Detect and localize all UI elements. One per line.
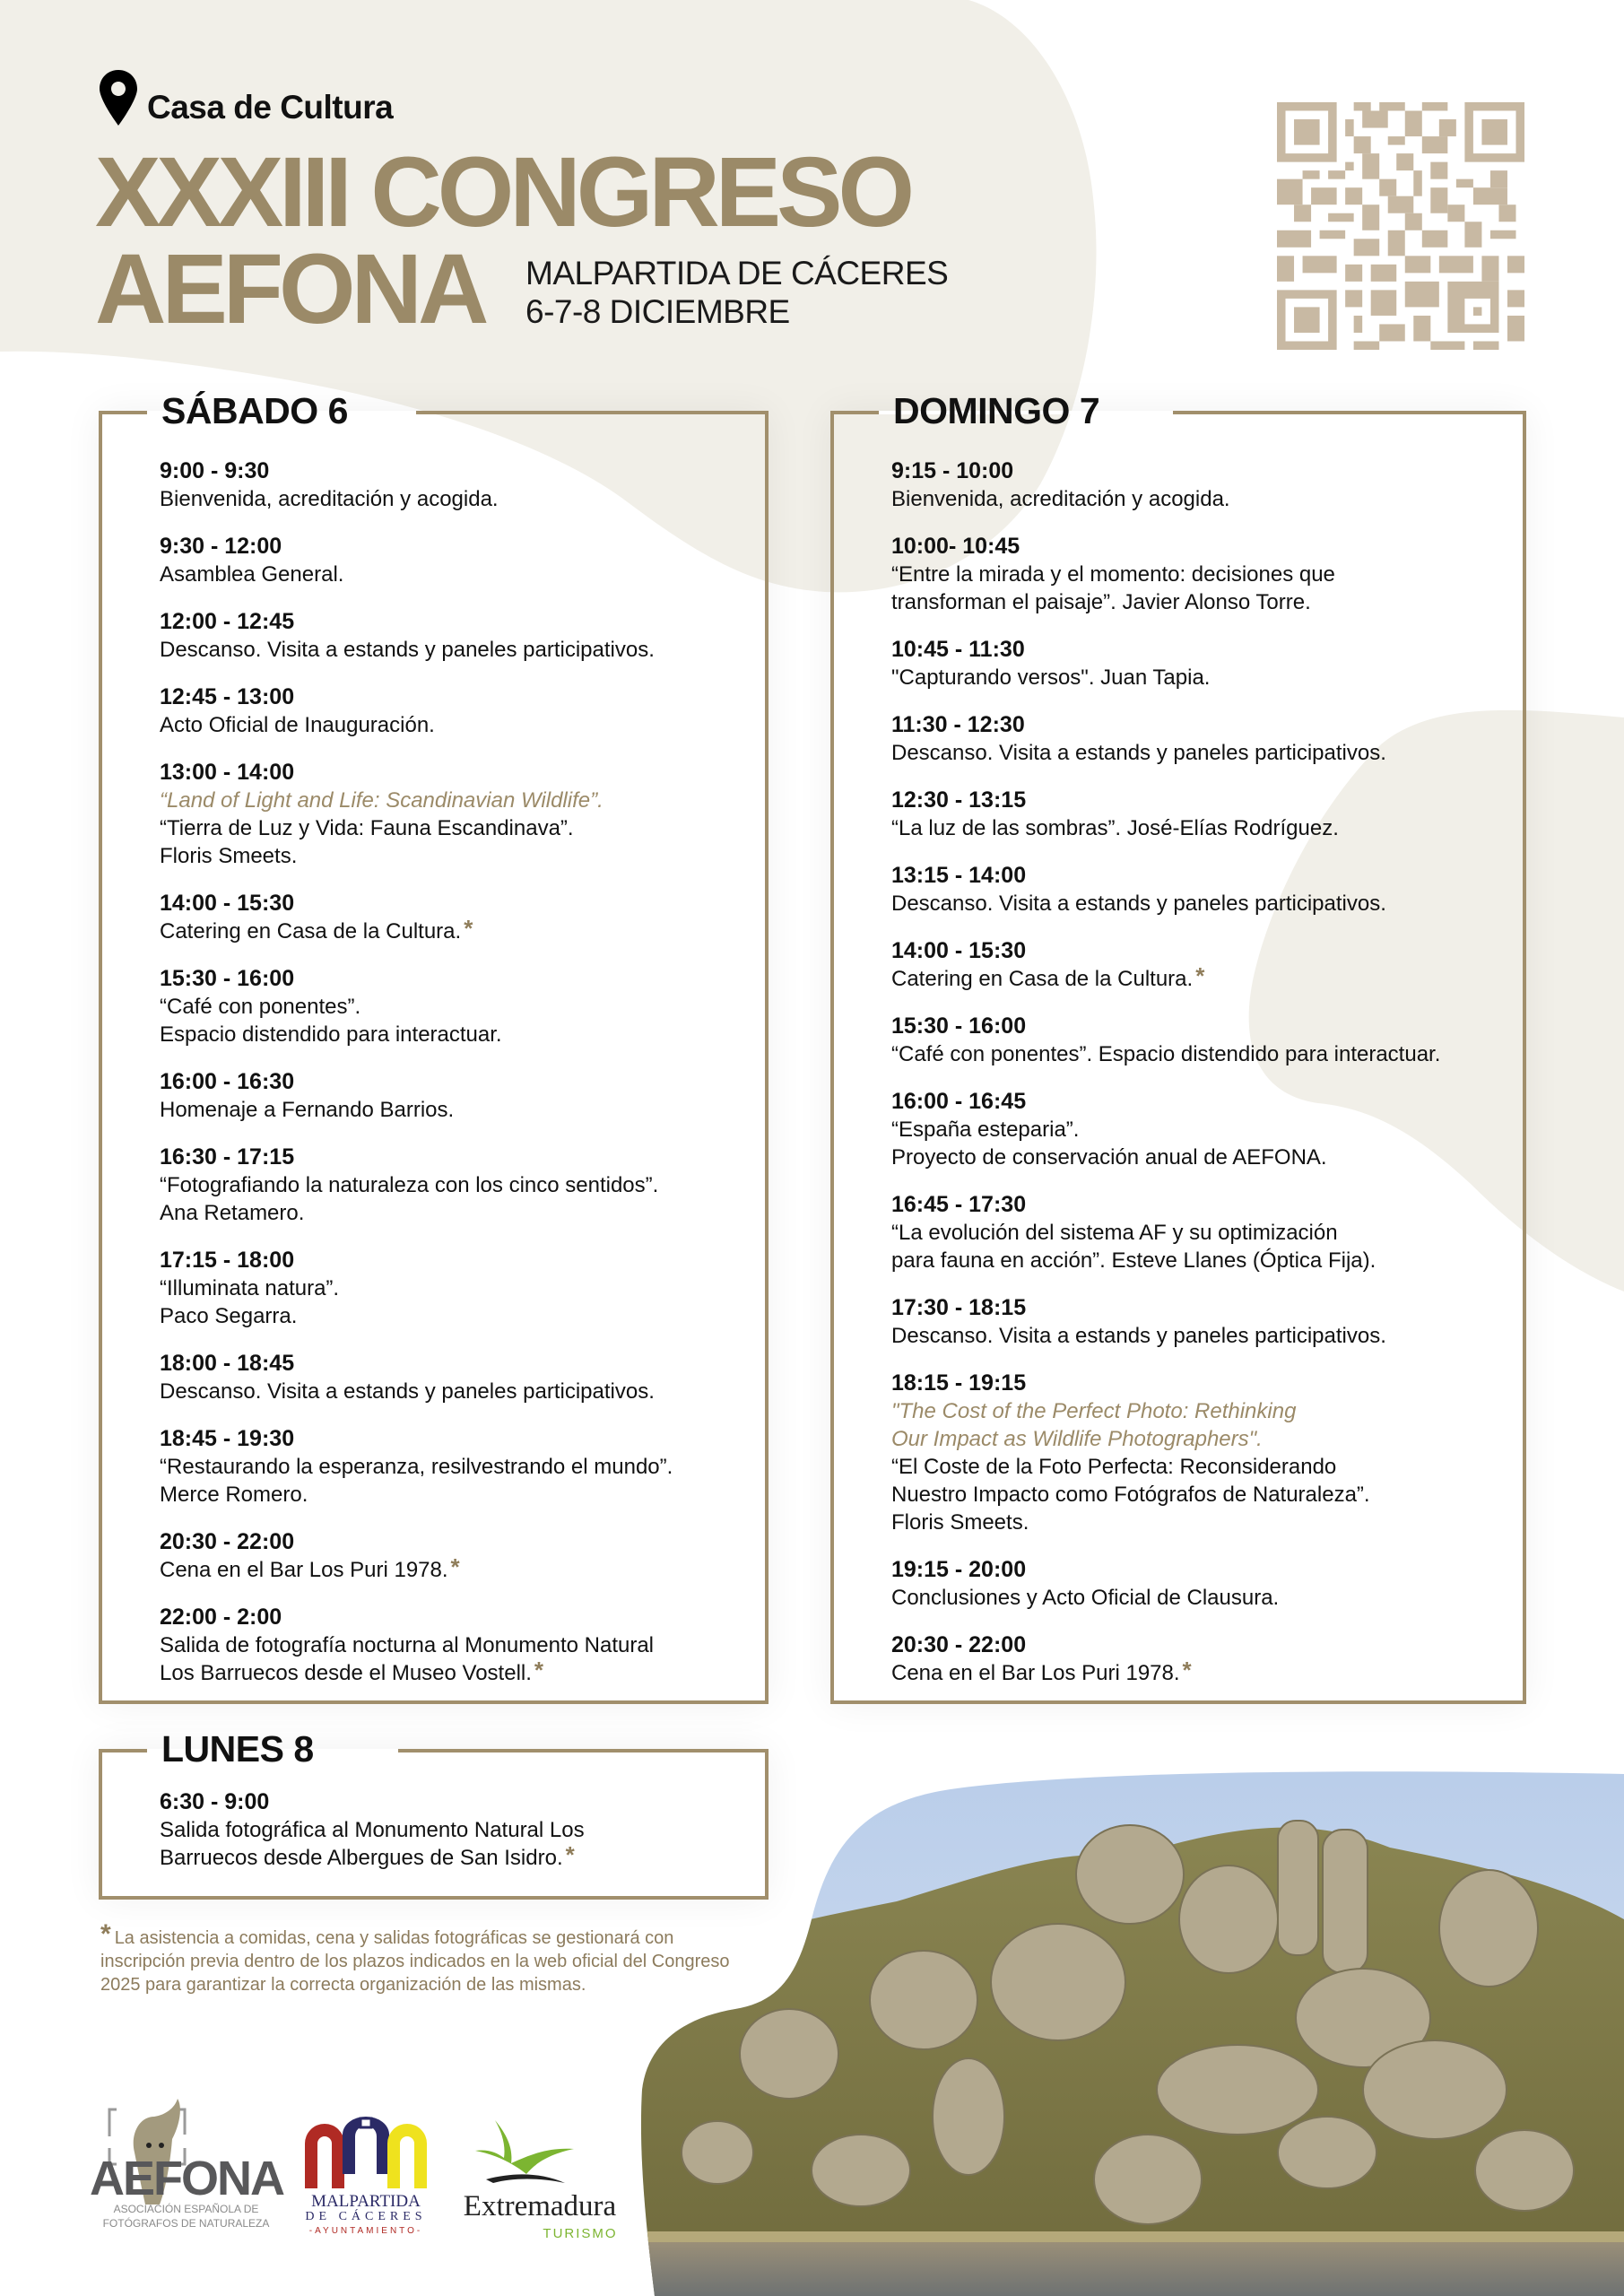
- schedule-description-text: Descanso. Visita a estands y paneles participativos.: [891, 741, 1386, 765]
- location: [99, 70, 393, 126]
- schedule-description-text: Proyecto de conservación anual de AEFONA.: [891, 1145, 1327, 1170]
- schedule-time: 18:00 - 18:45: [160, 1351, 295, 1376]
- schedule-description: [891, 1144, 1505, 1171]
- extremadura-logo-line2: TURISMO: [543, 2226, 618, 2241]
- schedule-description-text: “Café con ponentes”. Espacio distendido para interactuar.: [891, 1042, 1441, 1066]
- schedule-description: [160, 1274, 747, 1302]
- registration-required-star: *: [464, 915, 473, 942]
- schedule-time: 12:30 - 13:15: [891, 787, 1027, 813]
- aefona-logo: [90, 2099, 282, 2242]
- schedule-description: [160, 1841, 747, 1872]
- schedule-description: [891, 588, 1505, 616]
- schedule-description: [891, 1116, 1505, 1144]
- schedule-time: 19:15 - 20:00: [891, 1557, 1027, 1582]
- schedule-description: [891, 1584, 1505, 1612]
- day-box-domingo: [830, 390, 1526, 1704]
- schedule-time: 13:15 - 14:00: [891, 863, 1027, 888]
- schedule-description-text: Bienvenida, acreditación y acogida.: [160, 487, 499, 511]
- schedule-description-text: Paco Segarra.: [160, 1304, 298, 1328]
- schedule-description-text: “Tierra de Luz y Vida: Fauna Escandinava”.: [160, 816, 574, 840]
- aefona-logo-line2: FOTÓGRAFOS DE NATURALEZA: [102, 2217, 270, 2230]
- malpartida-logo-line1: MALPARTIDA: [311, 2192, 421, 2211]
- schedule-description-text: Asamblea General.: [160, 562, 344, 587]
- schedule-description: [160, 1378, 747, 1405]
- schedule-description: [160, 814, 747, 842]
- schedule-item: [891, 1191, 1505, 1274]
- schedule-item: [891, 533, 1505, 616]
- schedule-item: [891, 937, 1505, 993]
- extremadura-logo-line1: Extremadura: [463, 2190, 617, 2222]
- schedule-description-text: Floris Smeets.: [891, 1510, 1029, 1535]
- schedule-description-text: Homenaje a Fernando Barrios.: [160, 1098, 455, 1122]
- schedule-item: [160, 965, 747, 1048]
- schedule-title-english: “Land of Light and Life: Scandinavian Wildlife”.: [160, 788, 604, 813]
- footnote-star: *: [100, 1919, 111, 1949]
- day-title: LUNES 8: [161, 1728, 314, 1770]
- event-subtitle: [525, 254, 948, 331]
- schedule-time: 16:00 - 16:30: [160, 1069, 295, 1094]
- schedule-description: [160, 1302, 747, 1330]
- schedule-time: 15:30 - 16:00: [160, 966, 295, 991]
- schedule-item: [891, 1370, 1505, 1536]
- schedule-description: [160, 1816, 747, 1844]
- schedule-item: [160, 1247, 747, 1330]
- schedule-time: 20:30 - 22:00: [891, 1632, 1027, 1657]
- schedule-description-text: Merce Romero.: [160, 1483, 308, 1507]
- schedule-list: [160, 457, 747, 1707]
- schedule-description: [160, 1096, 747, 1124]
- schedule-item: [891, 1013, 1505, 1068]
- schedule-description-text: Barruecos desde Albergues de San Isidro.: [160, 1846, 563, 1870]
- schedule-description: [891, 814, 1505, 842]
- schedule-description: [160, 1553, 747, 1584]
- schedule-time: 16:00 - 16:45: [891, 1089, 1027, 1114]
- schedule-item: [160, 890, 747, 945]
- schedule-description: [891, 1453, 1505, 1481]
- schedule-description: [891, 664, 1505, 691]
- schedule-description-text: Descanso. Visita a estands y paneles participativos.: [160, 638, 655, 662]
- schedule-time: 9:30 - 12:00: [160, 534, 282, 559]
- schedule-description-text: Espacio distendido para interactuar.: [160, 1022, 502, 1047]
- schedule-list: [160, 1788, 747, 1892]
- registration-required-star: *: [534, 1657, 544, 1683]
- schedule-description: [891, 1322, 1505, 1350]
- schedule-description-text: “La evolución del sistema AF y su optimización: [891, 1221, 1338, 1245]
- schedule-description-text: Salida fotográfica al Monumento Natural Los: [160, 1818, 585, 1842]
- registration-required-star: *: [565, 1841, 575, 1868]
- schedule-description-text: “Entre la mirada y el momento: decisiones que: [891, 562, 1335, 587]
- schedule-description-text: “Restaurando la esperanza, resilvestrando el mundo”.: [160, 1455, 673, 1479]
- bird-icon: [459, 2118, 630, 2190]
- schedule-item: [160, 1068, 747, 1124]
- schedule-item: [160, 1144, 747, 1227]
- schedule-description: [160, 636, 747, 664]
- schedule-item: [160, 1425, 747, 1509]
- schedule-description-text: Floris Smeets.: [160, 844, 298, 868]
- schedule-description-text: “El Coste de la Foto Perfecta: Reconsiderando: [891, 1455, 1337, 1479]
- schedule-description-text: Los Barruecos desde el Museo Vostell.: [160, 1661, 532, 1685]
- schedule-description: [160, 1021, 747, 1048]
- day-title: SÁBADO 6: [161, 390, 348, 431]
- schedule-description: [160, 1453, 747, 1481]
- event-title-line1: XXXIII CONGRESO: [95, 137, 911, 248]
- schedule-description: [160, 1199, 747, 1227]
- schedule-description: [891, 1509, 1505, 1536]
- day-box-lunes: [99, 1728, 769, 1900]
- schedule-description-text: “Illuminata natura”.: [160, 1276, 340, 1300]
- schedule-time: 6:30 - 9:00: [160, 1789, 270, 1814]
- schedule-description-text: Cena en el Bar Los Puri 1978.: [160, 1558, 448, 1582]
- malpartida-logo-line2: DE CÁCERES: [305, 2210, 427, 2223]
- schedule-item: [160, 683, 747, 739]
- schedule-description-text: “La luz de las sombras”. José-Elías Rodríguez.: [891, 816, 1339, 840]
- schedule-description: [891, 890, 1505, 918]
- schedule-item: [891, 1294, 1505, 1350]
- schedule-item: [891, 1631, 1505, 1687]
- schedule-item: [160, 1788, 747, 1872]
- schedule-description: [891, 485, 1505, 513]
- schedule-description: [891, 1040, 1505, 1068]
- schedule-description-text: Descanso. Visita a estands y paneles participativos.: [891, 1324, 1386, 1348]
- registration-required-star: *: [450, 1553, 460, 1580]
- day-box-sabado: [99, 390, 769, 1704]
- schedule-time: 9:00 - 9:30: [160, 458, 270, 483]
- schedule-item: [891, 787, 1505, 842]
- day-title: DOMINGO 7: [893, 390, 1100, 431]
- schedule-description: [891, 962, 1505, 993]
- registration-required-star: *: [1195, 962, 1205, 989]
- schedule-description: [160, 1481, 747, 1509]
- extremadura-logo: [459, 2118, 630, 2244]
- schedule-item: [160, 457, 747, 513]
- schedule-item: [160, 759, 747, 870]
- schedule-time: 11:30 - 12:30: [891, 712, 1025, 737]
- schedule-description: [891, 1247, 1505, 1274]
- schedule-title-english: "The Cost of the Perfect Photo: Rethinking: [891, 1399, 1297, 1423]
- schedule-description-text: “Fotografiando la naturaleza con los cinco sentidos”.: [160, 1173, 659, 1197]
- schedule-time: 13:00 - 14:00: [160, 760, 295, 785]
- schedule-description-text: Bienvenida, acreditación y acogida.: [891, 487, 1230, 511]
- schedule-description: [891, 1659, 1505, 1687]
- schedule-description: [891, 561, 1505, 588]
- schedule-description-text: Ana Retamero.: [160, 1201, 305, 1225]
- event-city: MALPARTIDA DE CÁCERES: [525, 255, 949, 291]
- malpartida-logo-line3: -AYUNTAMIENTO-: [308, 2226, 423, 2236]
- footnote: [100, 1919, 746, 1996]
- malpartida-logo: [303, 2117, 429, 2242]
- schedule-time: 17:15 - 18:00: [160, 1248, 295, 1273]
- schedule-description-text: Acto Oficial de Inauguración.: [160, 713, 435, 737]
- schedule-description: [160, 561, 747, 588]
- schedule-item: [160, 533, 747, 588]
- schedule-time: 12:00 - 12:45: [160, 609, 295, 634]
- schedule-description-text: "Capturando versos". Juan Tapia.: [891, 665, 1211, 690]
- schedule-description-text: Cena en el Bar Los Puri 1978.: [891, 1661, 1180, 1685]
- schedule-item: [891, 1088, 1505, 1171]
- schedule-description: [891, 1219, 1505, 1247]
- schedule-description: [891, 1481, 1505, 1509]
- schedule-description: [160, 842, 747, 870]
- schedule-item: [891, 711, 1505, 767]
- schedule-list: [891, 457, 1505, 1707]
- event-title-line2: AEFONA: [95, 234, 485, 344]
- schedule-item: [891, 1556, 1505, 1612]
- schedule-description: [160, 711, 747, 739]
- schedule-time: 22:00 - 2:00: [160, 1605, 282, 1630]
- schedule-time: 9:15 - 10:00: [891, 458, 1014, 483]
- aefona-logo-line1: ASOCIACIÓN ESPAÑOLA DE: [113, 2203, 259, 2215]
- schedule-time: 10:45 - 11:30: [891, 637, 1025, 662]
- schedule-description-text: “España esteparia”.: [891, 1118, 1080, 1142]
- schedule-time: 20:30 - 22:00: [160, 1529, 295, 1554]
- schedule-description: [160, 915, 747, 945]
- schedule-description-text: Conclusiones y Acto Oficial de Clausura.: [891, 1586, 1280, 1610]
- schedule-description: [160, 1659, 747, 1687]
- schedule-item: [891, 862, 1505, 918]
- schedule-description-text: Descanso. Visita a estands y paneles participativos.: [160, 1379, 655, 1404]
- schedule-time: 14:00 - 15:30: [891, 938, 1027, 963]
- schedule-description: [160, 1631, 747, 1659]
- schedule-description: [160, 1171, 747, 1199]
- schedule-time: 18:45 - 19:30: [160, 1426, 295, 1451]
- schedule-title-english: Our Impact as Wildlife Photographers".: [891, 1427, 1263, 1451]
- schedule-item: [160, 608, 747, 664]
- schedule-description-text: transforman el paisaje”. Javier Alonso Torre.: [891, 590, 1311, 614]
- schedule-description-text: “Café con ponentes”.: [160, 995, 361, 1019]
- schedule-description: [891, 739, 1505, 767]
- schedule-time: 10:00- 10:45: [891, 534, 1020, 559]
- schedule-description-text: Catering en Casa de la Cultura.: [160, 919, 462, 944]
- schedule-time: 17:30 - 18:15: [891, 1295, 1027, 1320]
- schedule-description-text: Nuestro Impacto como Fotógrafos de Naturaleza”.: [891, 1483, 1370, 1507]
- schedule-item: [160, 1604, 747, 1687]
- schedule-time: 16:45 - 17:30: [891, 1192, 1027, 1217]
- schedule-description: [160, 485, 747, 513]
- schedule-time: 18:15 - 19:15: [891, 1370, 1027, 1396]
- schedule-time: 12:45 - 13:00: [160, 684, 295, 709]
- schedule-item: [891, 636, 1505, 691]
- schedule-description-text: Descanso. Visita a estands y paneles participativos.: [891, 891, 1386, 916]
- schedule-description: [160, 993, 747, 1021]
- footnote-text: La asistencia a comidas, cena y salidas fotográficas se gestionará con inscripción previa dentro de los plazos indicados en la web oficial del Congreso 2025 para garantizar la correcta organización de las mismas.: [100, 1928, 730, 1995]
- schedule-description-text: para fauna en acción”. Esteve Llanes (Óptica Fija).: [891, 1248, 1376, 1273]
- schedule-time: 15:30 - 16:00: [891, 1013, 1027, 1039]
- schedule-time: 16:30 - 17:15: [160, 1144, 295, 1170]
- map-pin-icon: [99, 70, 138, 126]
- location-label: Casa de Cultura: [147, 89, 394, 126]
- qr-code-icon[interactable]: [1277, 102, 1524, 350]
- registration-required-star: *: [1182, 1657, 1192, 1683]
- schedule-item: [891, 457, 1505, 513]
- schedule-item: [160, 1350, 747, 1405]
- schedule-description-text: Catering en Casa de la Cultura.: [891, 967, 1194, 991]
- schedule-description-text: Salida de fotografía nocturna al Monumento Natural: [160, 1633, 655, 1657]
- arches-icon: [303, 2117, 429, 2188]
- aefona-logo-name: AEFONA: [90, 2152, 283, 2205]
- schedule-time: 14:00 - 15:30: [160, 891, 295, 916]
- event-dates: 6-7-8 DICIEMBRE: [525, 293, 790, 330]
- schedule-item: [160, 1528, 747, 1584]
